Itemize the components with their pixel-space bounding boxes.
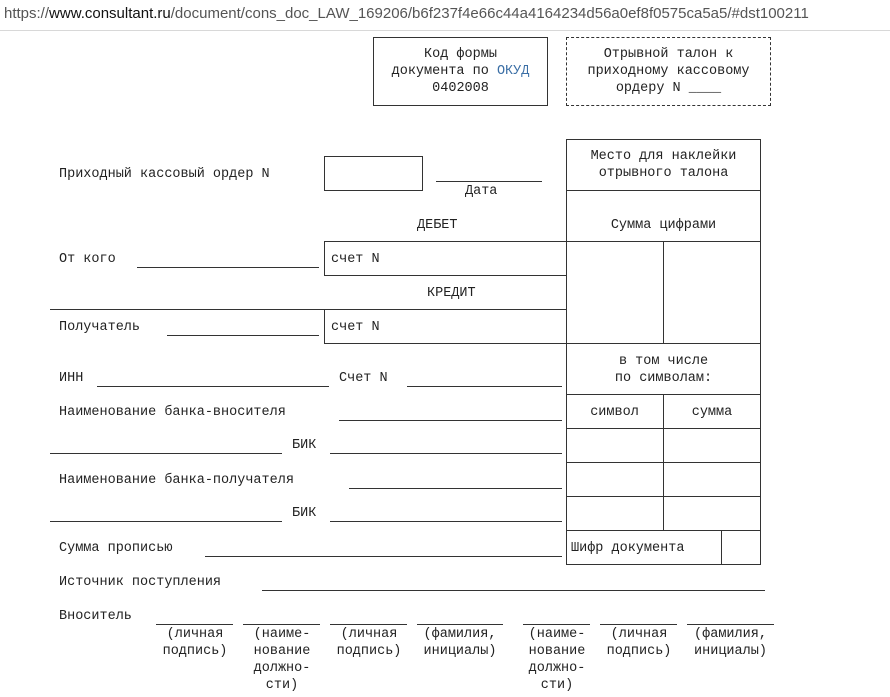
- order-number-box[interactable]: [324, 156, 423, 191]
- url-domain: www.consultant.ru: [49, 5, 171, 22]
- sig-line-7: [687, 624, 774, 625]
- inn-line: [97, 386, 329, 387]
- source-label: Источник поступления: [59, 575, 222, 590]
- debit-line: [324, 241, 567, 242]
- stub-h5: [566, 428, 761, 429]
- credit-account-divider: [324, 309, 325, 343]
- caption-line: нование: [528, 644, 586, 659]
- caption-line: (личная: [166, 627, 224, 642]
- stub-header-line3: ордеру N ____: [615, 81, 722, 96]
- stub-h1: [566, 190, 761, 191]
- bik-label-2: БИК: [292, 506, 317, 521]
- debit-label: ДЕБЕТ: [417, 218, 458, 233]
- bik-line-2: [330, 521, 562, 522]
- sum-digits-label: Сумма цифрами: [610, 218, 717, 233]
- stub-h8: [566, 530, 761, 531]
- caption-line: подпись): [336, 644, 402, 659]
- caption-line: нование: [253, 644, 311, 659]
- sig-caption-position-2: [512, 626, 602, 694]
- url-text[interactable]: [4, 5, 809, 22]
- sig-caption-personal-3: [594, 626, 684, 660]
- from-line: [137, 267, 319, 268]
- date-label: Дата: [465, 184, 498, 199]
- sticker-line1: Место для наклейки: [590, 149, 737, 164]
- sig-line-2: [243, 624, 320, 625]
- stub-h7: [566, 496, 761, 497]
- credit-bottom-line: [324, 343, 567, 344]
- date-line: [436, 181, 542, 182]
- caption-line: (фамилия,: [694, 627, 767, 642]
- caption-line: (наиме-: [528, 627, 586, 642]
- bik-line-1: [330, 453, 562, 454]
- address-bar[interactable]: [0, 0, 890, 31]
- debit-account-label: счет N: [331, 252, 380, 267]
- sig-caption-personal-2: [324, 626, 414, 660]
- sticker-line2: отрывного талона: [598, 166, 729, 181]
- sig-caption-name-1: [412, 626, 508, 660]
- debit-account-divider: [324, 241, 325, 275]
- stub-header-line2: приходному кассовому: [587, 64, 750, 79]
- caption-line: (личная: [610, 627, 668, 642]
- caption-line: сти): [540, 678, 574, 693]
- sig-line-1: [156, 624, 233, 625]
- credit-account-label: счет N: [331, 320, 380, 335]
- bank-depositor-line2: [50, 453, 282, 454]
- bank-depositor-label: Наименование банка-вносителя: [59, 405, 286, 420]
- sig-caption-personal-1: [150, 626, 240, 660]
- inn-account-label: Счет N: [339, 371, 388, 386]
- sum-header: сумма: [691, 405, 733, 420]
- sig-caption-name-2: [682, 626, 779, 660]
- order-title: Приходный кассовый ордер N: [59, 167, 270, 182]
- from-label: От кого: [59, 252, 116, 267]
- inn-label: ИНН: [59, 371, 84, 386]
- bank-recipient-label: Наименование банка-получателя: [59, 473, 294, 488]
- caption-line: (личная: [340, 627, 398, 642]
- caption-line: (наиме-: [253, 627, 311, 642]
- stub-h3: [566, 343, 761, 344]
- form-code-number: 0402008: [432, 81, 489, 96]
- bank-recipient-line2: [50, 521, 282, 522]
- sig-line-3: [330, 624, 407, 625]
- amount-words-line: [205, 556, 562, 557]
- url-scheme: https://: [4, 5, 50, 22]
- symbol-header: символ: [590, 405, 639, 420]
- sig-line-6: [600, 624, 677, 625]
- bik-label-1: БИК: [292, 438, 317, 453]
- sig-caption-position-1: [237, 626, 327, 694]
- caption-line: (фамилия,: [423, 627, 497, 642]
- caption-line: инициалы): [694, 644, 767, 659]
- amount-words-label: Сумма прописью: [59, 541, 173, 556]
- caption-line: должно-: [528, 661, 586, 676]
- sig-line-5: [523, 624, 590, 625]
- stub-header-line1: Отрывной талон к: [603, 47, 734, 62]
- including-line1: в том числе: [618, 354, 709, 369]
- form-code-line2: [373, 63, 548, 80]
- form-code-line1: Код формы: [424, 47, 497, 62]
- cipher-label: Шифр документа: [571, 541, 685, 556]
- stub-h6: [566, 462, 761, 463]
- caption-line: сти): [265, 678, 299, 693]
- form-code-prefix: документа по: [391, 64, 497, 79]
- caption-line: инициалы): [423, 644, 497, 659]
- debit-bottom-line: [324, 275, 567, 276]
- stub-v-cipher: [721, 530, 722, 565]
- sig-line-4: [417, 624, 503, 625]
- inn-account-line: [407, 386, 562, 387]
- recipient-line: [167, 335, 319, 336]
- source-line: [262, 590, 765, 591]
- stub-v-sum: [663, 241, 664, 343]
- bank-depositor-line: [339, 420, 562, 421]
- recipient-label: Получатель: [59, 320, 141, 335]
- bank-recipient-line: [349, 488, 562, 489]
- depositor-label: Вноситель: [59, 609, 132, 624]
- caption-line: подпись): [162, 644, 228, 659]
- credit-line: [50, 309, 567, 310]
- url-path: /document/cons_doc_LAW_169206/b6f237f4e66c44a4164234d56a0ef8f0575ca5a5/#dst100211: [170, 5, 809, 22]
- credit-label: КРЕДИТ: [427, 286, 476, 301]
- including-line2: по символам:: [614, 371, 713, 386]
- caption-line: подпись): [606, 644, 672, 659]
- okud-link[interactable]: ОКУД: [496, 64, 530, 79]
- caption-line: должно-: [253, 661, 311, 676]
